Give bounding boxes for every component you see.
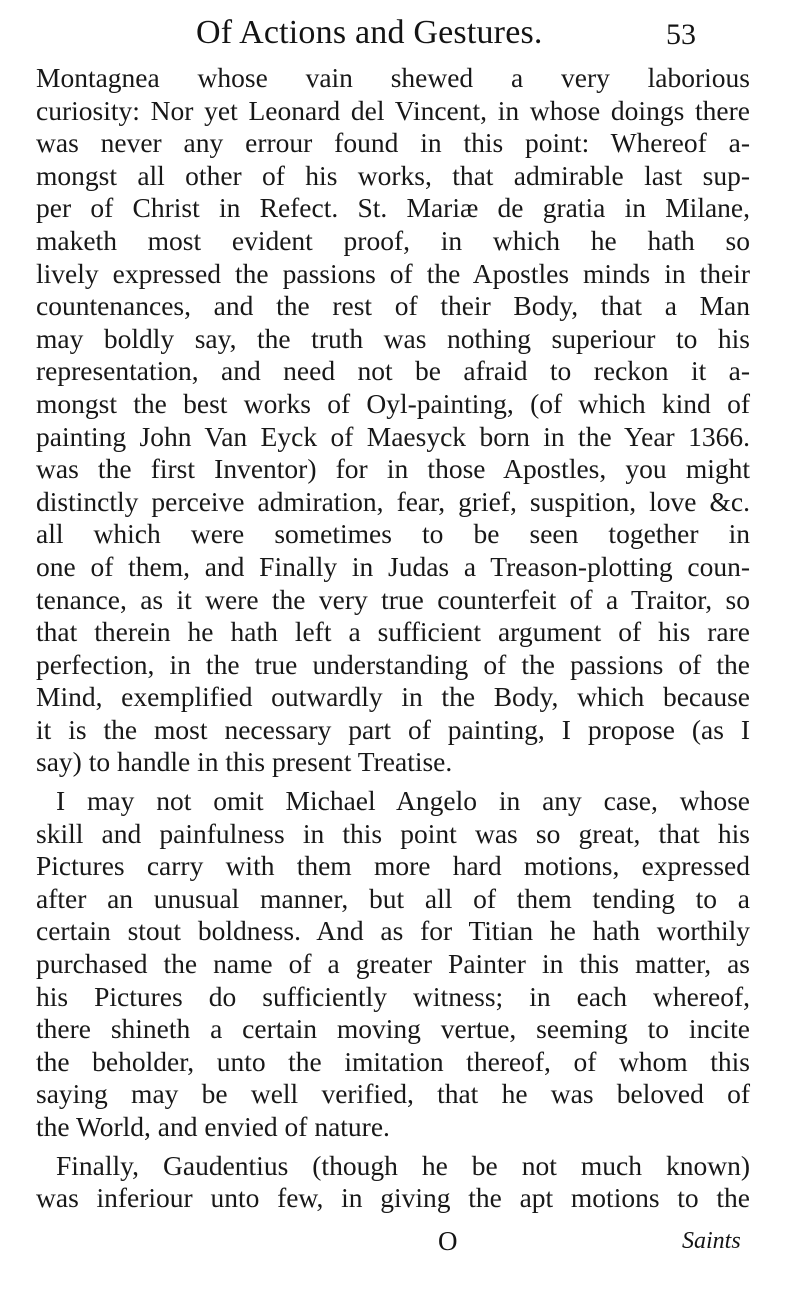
text-line: may boldly say, the truth was nothing superiour to his [36, 322, 750, 354]
signature-mark: O [438, 1226, 458, 1256]
text-line: was inferiour unto few, in giving the apt motions to the [36, 1182, 750, 1214]
text-line: the beholder, unto the imitation thereof, of whom this [36, 1045, 750, 1077]
text-line: per of Christ in Refect. St. Mariæ de gratia in Milane, [36, 192, 750, 224]
text-line: lively expressed the passions of the Apostles minds in their [36, 257, 750, 289]
text-line: was the first Inventor) for in those Apostles, you might [36, 453, 750, 485]
page-footer [0, 1226, 800, 1266]
page-number: 53 [666, 18, 696, 51]
paragraph-end-line: say) to handle in this present Treatise. [36, 746, 453, 778]
text-line: tenance, as it were the very true counterfeit of a Traitor, so [36, 583, 750, 615]
body-text [36, 62, 750, 1215]
text-line: curiosity: Nor yet Leonard del Vincent, in whose doings there [36, 94, 750, 126]
text-line: one of them, and Finally in Judas a Treason-plotting coun- [36, 550, 750, 582]
paragraph-end-line: the World, and envied of nature. [36, 1111, 390, 1142]
text-line: Mind, exemplified outwardly in the Body, which because [36, 681, 750, 713]
text-line: all which were sometimes to be seen together in [36, 518, 750, 550]
text-line: mongst all other of his works, that admirable last sup- [36, 159, 750, 191]
text-line: certain stout boldness. And as for Titian he hath worthily [36, 915, 750, 947]
text-line: after an unusual manner, but all of them tending to a [36, 882, 750, 914]
text-line: Montagnea whose vain shewed a very laborious [36, 62, 750, 93]
text-line: that therein he hath left a sufficient argument of his rare [36, 616, 750, 648]
paragraph-start-line: I may not omit Michael Angelo in any case, whose [56, 785, 750, 817]
running-title: Of Actions and Gestures. [196, 14, 543, 51]
paragraph-start-line: Finally, Gaudentius (though he be not much known) [56, 1149, 750, 1181]
catchword: Saints [682, 1228, 741, 1254]
text-line: mongst the best works of Oyl-painting, (of which kind of [36, 387, 750, 419]
text-line: purchased the name of a greater Painter in this matter, as [36, 948, 750, 980]
text-line: distinctly perceive admiration, fear, grief, suspition, love &c. [36, 485, 750, 517]
text-line: representation, and need not be afraid to reckon it a- [36, 355, 750, 387]
text-line: countenances, and the rest of their Body, that a Man [36, 290, 750, 322]
page-header [0, 14, 800, 58]
text-line: saying may be well verified, that he was beloved of [36, 1078, 750, 1110]
text-line: it is the most necessary part of painting, I propose (as I [36, 713, 750, 745]
text-line: his Pictures do sufficiently witness; in each whereof, [36, 980, 750, 1012]
text-line: Pictures carry with them more hard motions, expressed [36, 850, 750, 882]
text-line: painting John Van Eyck of Maesyck born in the Year 1366. [36, 420, 750, 452]
text-line: skill and painfulness in this point was so great, that his [36, 817, 750, 849]
text-line: perfection, in the true understanding of the passions of the [36, 648, 750, 680]
text-line: maketh most evident proof, in which he hath so [36, 224, 750, 256]
text-line: was never any errour found in this point: Whereof a- [36, 127, 750, 159]
text-line: there shineth a certain moving vertue, seeming to incite [36, 1013, 750, 1045]
